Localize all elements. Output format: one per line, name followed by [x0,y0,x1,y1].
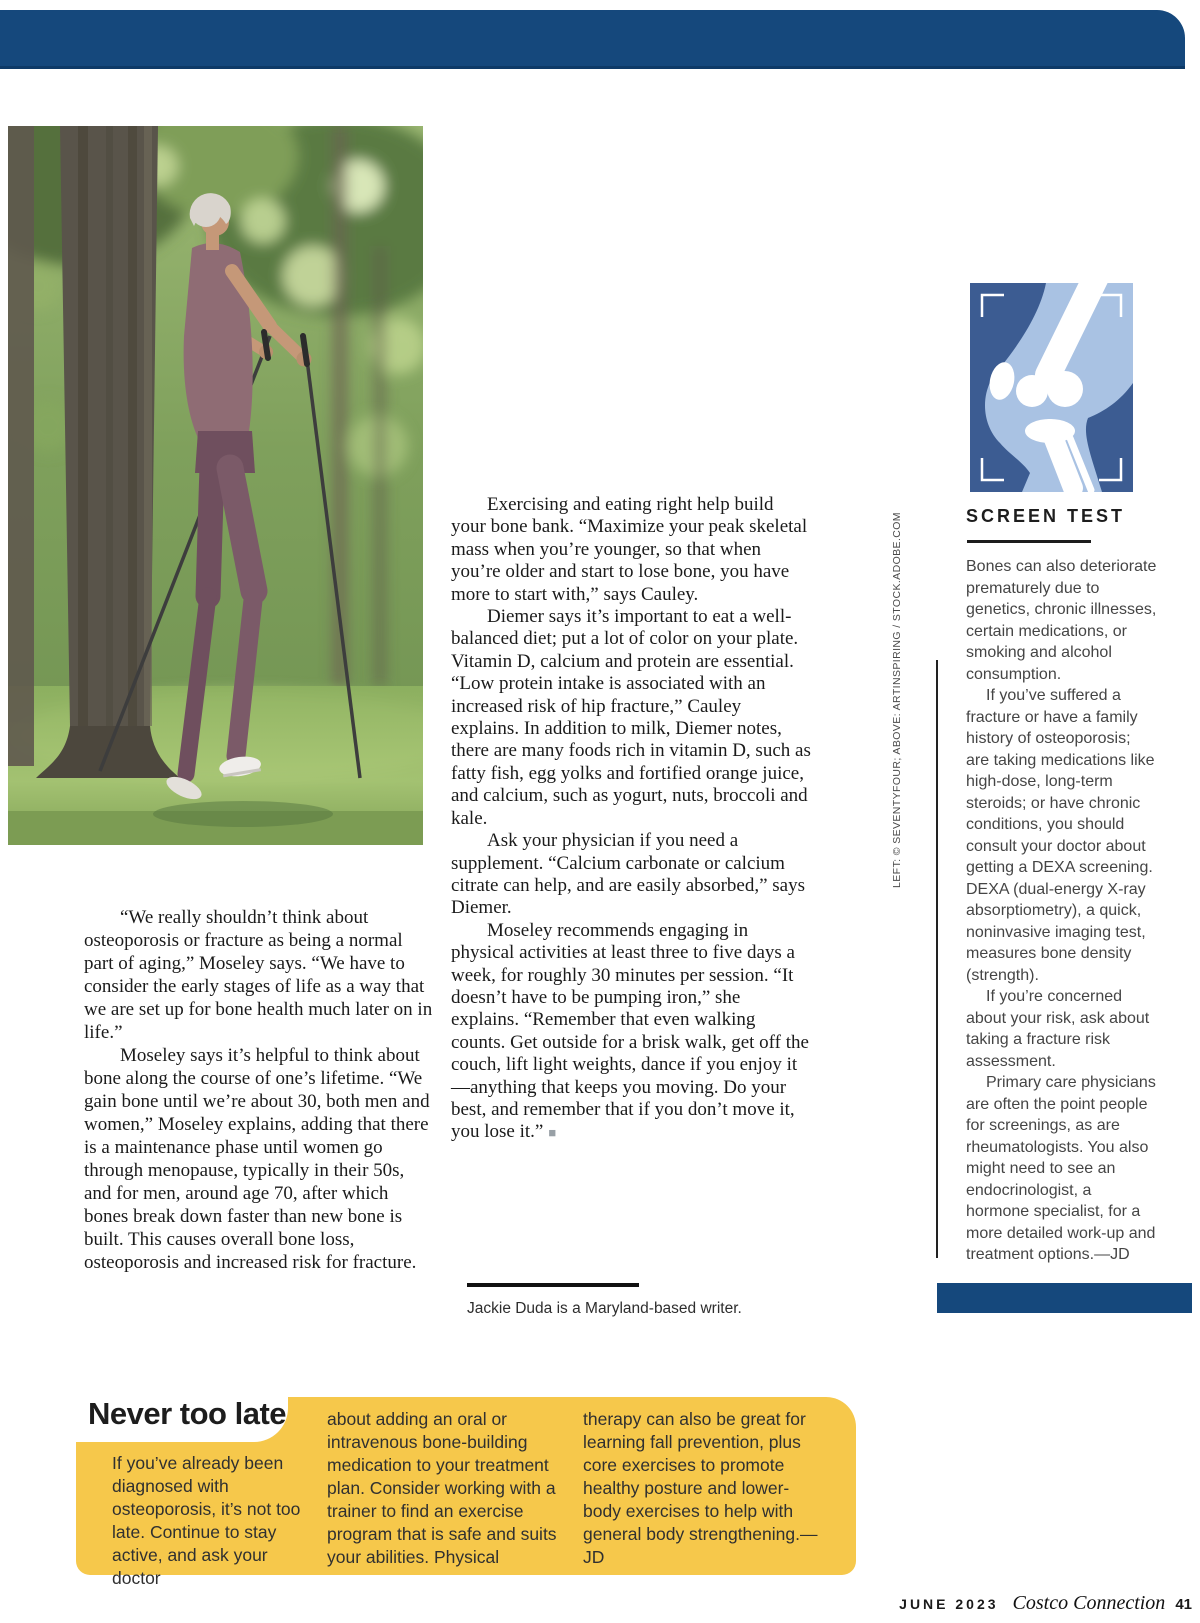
paragraph: Diemer says it’s important to eat a well-balanced diet; put a lot of color on your plate. Vitamin D, calcium and protein are essential. “Low protein intake is associated with an increased risk of hip fracture,” Cauley explains. In addition to milk, Diemer notes, there are many foods rich in vitamin D, such as fatty fish, egg yolks and fortified orange juice, and calcium, such as yogurt, nuts, broccoli and kale. [451,606,811,829]
footer-magazine-name: Costco Connection [1012,1592,1166,1614]
sidebar-vertical-rule [936,660,938,1258]
sidebar-bottom-bar [937,1283,1192,1313]
byline-divider [467,1283,639,1287]
knee-xray-image [970,283,1133,492]
paragraph: Moseley recommends engaging in physical activities at least three to five days a week, for roughly 30 minutes per session. “It doesn’t have to be pumping iron,” she explains. “Remember that even walking counts. Get outside for a brisk walk, get off the couch, lift light weights, dance if you enjoy it—anything that keeps you moving. Do your best, and remember that if you don’t move it, you lose it.” ■ [451,919,809,1143]
paragraph: Bones can also deteriorate prematurely due to genetics, chronic illnesses, certain medications, or smoking and alcohol consumption. [966,558,1157,683]
sidebar-heading: SCREEN TEST [966,506,1126,526]
paragraph: Primary care physicians are often the point people for screenings, as are rheumatologists. You also might need to see an endocrinologist, a hormone specialist, for a more detailed work-up and treatment options.—JD [966,1074,1156,1263]
author-byline: Jackie Duda is a Maryland-based writer. [467,1300,742,1317]
paragraph: Ask your physician if you need a supplement. “Calcium carbonate or calcium citrate can help, and are easily absorbed,” says Diemer. [451,830,805,919]
paragraph: Exercising and eating right help build your bone bank. “Maximize your peak skeletal mass when you’re younger, so that when you’re older and start to lose bone, you have more to start with,” says Cauley. [451,494,808,605]
paragraph: If you’ve suffered a fracture or have a family history of osteoporosis; are taking medications like high-dose, long-term steroids; or have chronic conditions, you should consult your doctor about getting a DEXA screening. DEXA (dual-energy X-ray absorptiometry), a quick, noninvasive imaging test, measures bone density (strength). [966,687,1155,984]
callout-column-1: If you’ve already been diagnosed with osteoporosis, it’s not too late. Continue to stay active, and ask your doctor [112,1453,301,1588]
top-banner-bar [0,10,1185,69]
callout-heading: Never too late [88,1396,287,1431]
paragraph: “We really shouldn’t think about osteoporosis or fracture as being a normal part of aging,” Moseley says. “We have to consider the early stages of life as a way that we are set up for bone health much later on in life.” [84,907,433,1043]
page-footer [860,1592,1192,1615]
knee-xray-icon [970,283,1133,492]
middle-article-column [451,494,813,1145]
paragraph: If you’re concerned about your risk, ask about taking a fracture risk assessment. [966,988,1150,1070]
photo-credit: LEFT: © SEVENTYFOUR; ABOVE: ARTINSPIRING / STOCK.ADOBE.COM [891,512,903,888]
article-end-mark-icon: ■ [548,1125,557,1141]
left-article-column [84,906,436,1274]
article-photo [8,126,423,845]
callout-column-3: therapy can also be great for learning fall prevention, plus core exercises to promote healthy posture and lower-body exercises to help with general body strengthening.—JD [583,1409,818,1567]
paragraph: Moseley says it’s helpful to think about bone along the course of one’s lifetime. “We gain bone until we’re about 30, both men and women,” Moseley explains, adding that there is a maintenance phase until women go through menopause, typically in their 50s, and for men, around age 70, after which bones break down faster than new bone is built. This causes overall bone loss, osteoporosis and increased risk for fracture. [84,1045,430,1273]
sidebar-heading-rule [967,540,1091,543]
callout-column-2: about adding an oral or intravenous bone-building medication to your treatment plan. Consider working with a trainer to find an exercise program that is safe and suits your abilities. Physical [327,1409,557,1567]
footer-page-number: 41 [1175,1596,1192,1613]
footer-issue-date: JUNE 2023 [899,1596,999,1612]
nordic-walking-illustration [8,126,423,845]
sidebar-body [966,556,1158,1266]
